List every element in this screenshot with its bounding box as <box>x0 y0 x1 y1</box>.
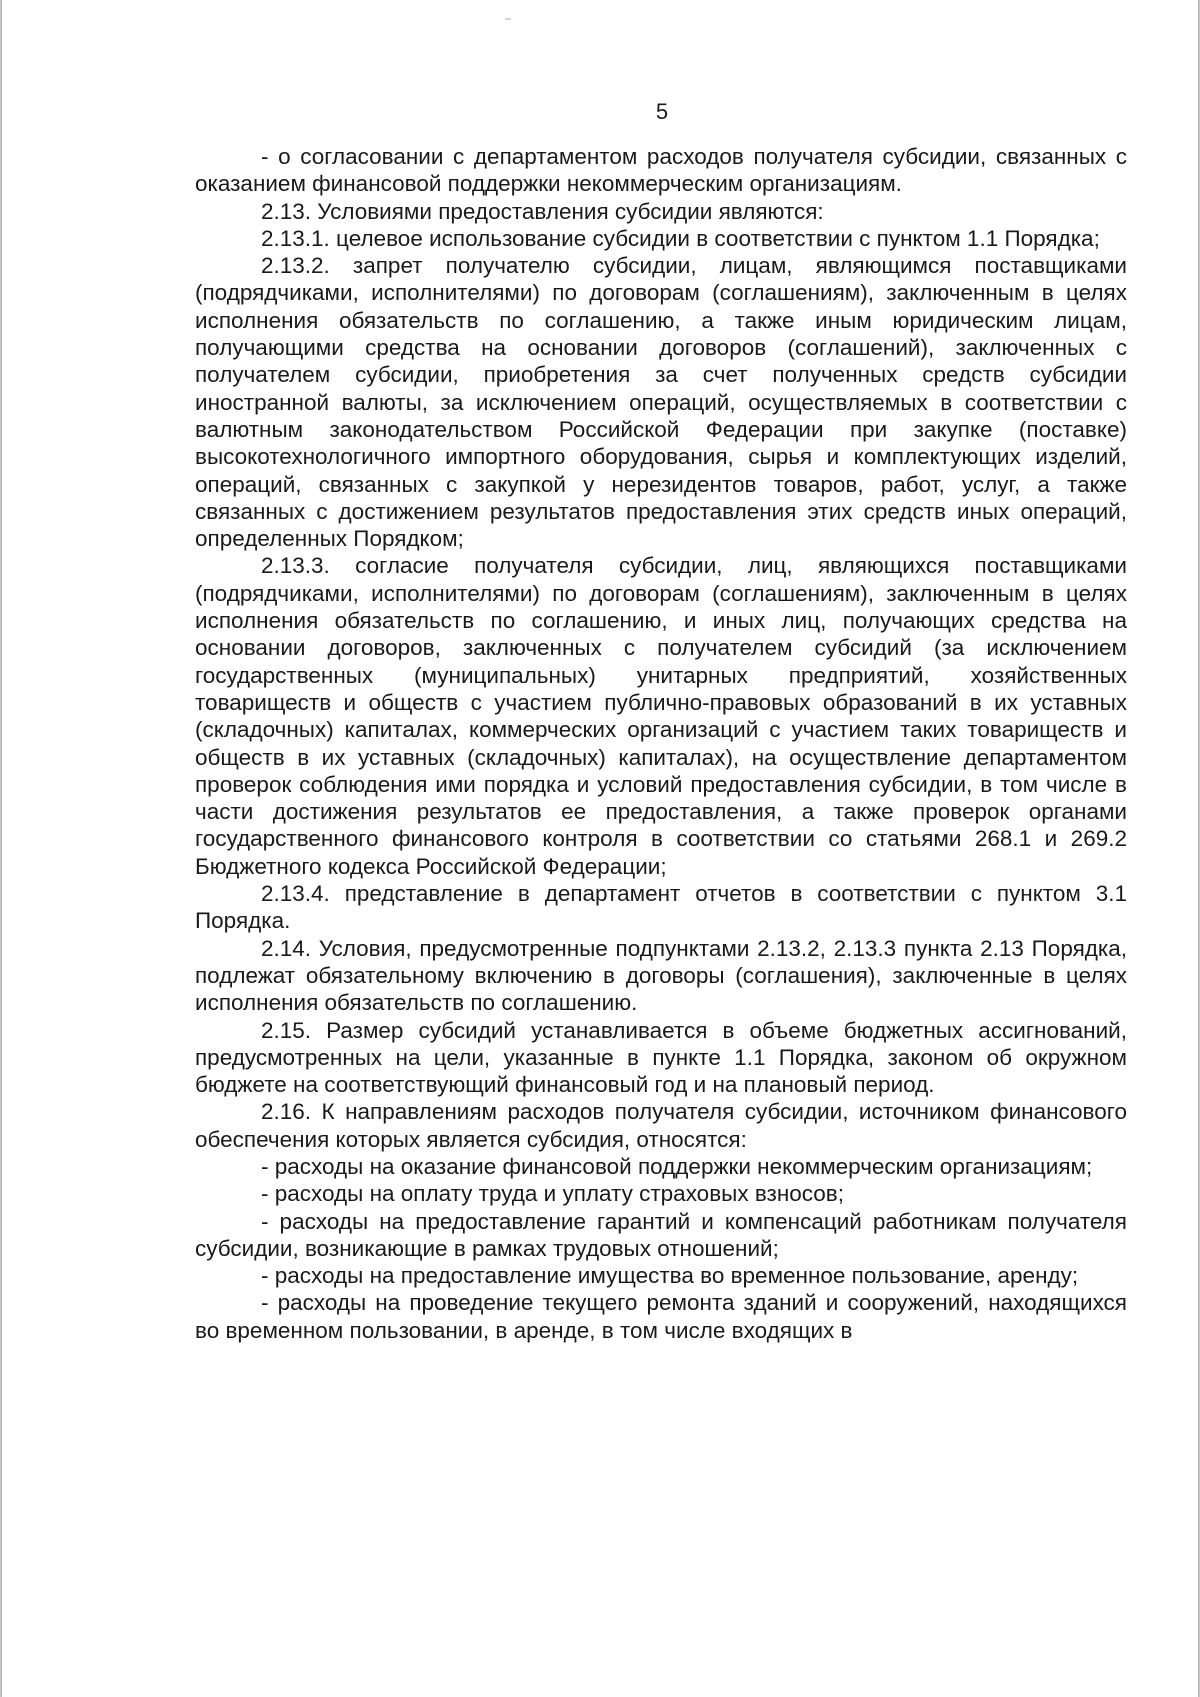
paragraph: 2.13.4. представление в департамент отчетов в соответствии с пунктом 3.1 Порядка. <box>195 881 1127 934</box>
paragraph: - о согласовании с департаментом расходов получателя субсидии, связанных с оказанием финансовой поддержки некоммерческим организациям. <box>195 144 1127 197</box>
paragraph: 2.14. Условия, предусмотренные подпунктами 2.13.2, 2.13.3 пункта 2.13 Порядка, подлежат обязательному включению в договоры (соглашения), заключенные в целях исполнения обязательств по соглашению. <box>195 935 1127 1016</box>
paragraph: 2.16. К направлениям расходов получателя субсидии, источником финансового обеспечения которых является субсидия, относятся: <box>195 1099 1127 1152</box>
paragraph: - расходы на предоставление гарантий и компенсаций работникам получателя субсидии, возникающие в рамках трудовых отношений; <box>195 1208 1127 1261</box>
paragraph: 2.13.3. согласие получателя субсидии, лиц, являющихся поставщиками (подрядчиками, исполнителями) по договорам (соглашениям), заключенным в целях исполнения обязательств по соглашению, и иных лиц, получающих средства на основании договоров, заключенных с получателем субсидий (за исключением государственных (муниципальных) унитарных предприятий, хозяйственных товариществ и обществ с участием публично-правовых образований в их уставных (складочных) капиталах, коммерческих организаций с участием таких товариществ и обществ в их уставных (складочных) капиталах), на осуществление департаментом проверок соблюдения ими порядка и условий предоставления субсидии, в том числе в части достижения результатов ее предоставления, а также проверок органами государственного финансового контроля в соответствии со статьями 268.1 и 269.2 Бюджетного кодекса Российской Федерации; <box>195 553 1127 879</box>
paragraph: - расходы на проведение текущего ремонта зданий и сооружений, находящихся во временном пользовании, в аренде, в том числе входящих в <box>195 1290 1127 1343</box>
document-body <box>195 143 1127 1344</box>
paragraph: 2.15. Размер субсидий устанавливается в объеме бюджетных ассигнований, предусмотренных на цели, указанные в пункте 1.1 Порядка, законом об окружном бюджете на соответствующий финансовый год и на плановый период. <box>195 1017 1127 1098</box>
paragraph: 2.13.1. целевое использование субсидии в соответствии с пунктом 1.1 Порядка; <box>261 225 1100 251</box>
page-number: 5 <box>655 99 669 124</box>
paragraph: - расходы на оплату труда и уплату страховых взносов; <box>261 1181 845 1207</box>
paragraph: 2.13. Условиями предоставления субсидии являются: <box>261 198 824 224</box>
paragraph: - расходы на оказание финансовой поддержки некоммерческим организациям; <box>261 1153 1093 1179</box>
scan-artifact <box>505 18 511 20</box>
paragraph: - расходы на предоставление имущества во временное пользование, аренду; <box>261 1263 1079 1289</box>
paragraph: 2.13.2. запрет получателю субсидии, лицам, являющимся поставщиками (подрядчиками, исполнителями) по договорам (соглашениям), заключенным в целях исполнения обязательств по соглашению, а также иным юридическим лицам, получающими средства на основании договоров (соглашений), заключенных с получателем субсидии, приобретения за счет полученных средств субсидии иностранной валюты, за исключением операций, осуществляемых в соответствии с валютным законодательством Российской Федерации при закупке (поставке) высокотехнологичного импортного оборудования, сырья и комплектующих изделий, операций, связанных с закупкой у нерезидентов товаров, работ, услуг, а также связанных с достижением результатов предоставления этих средств иных операций, определенных Порядком; <box>195 253 1127 552</box>
document-page <box>2 0 1198 1697</box>
